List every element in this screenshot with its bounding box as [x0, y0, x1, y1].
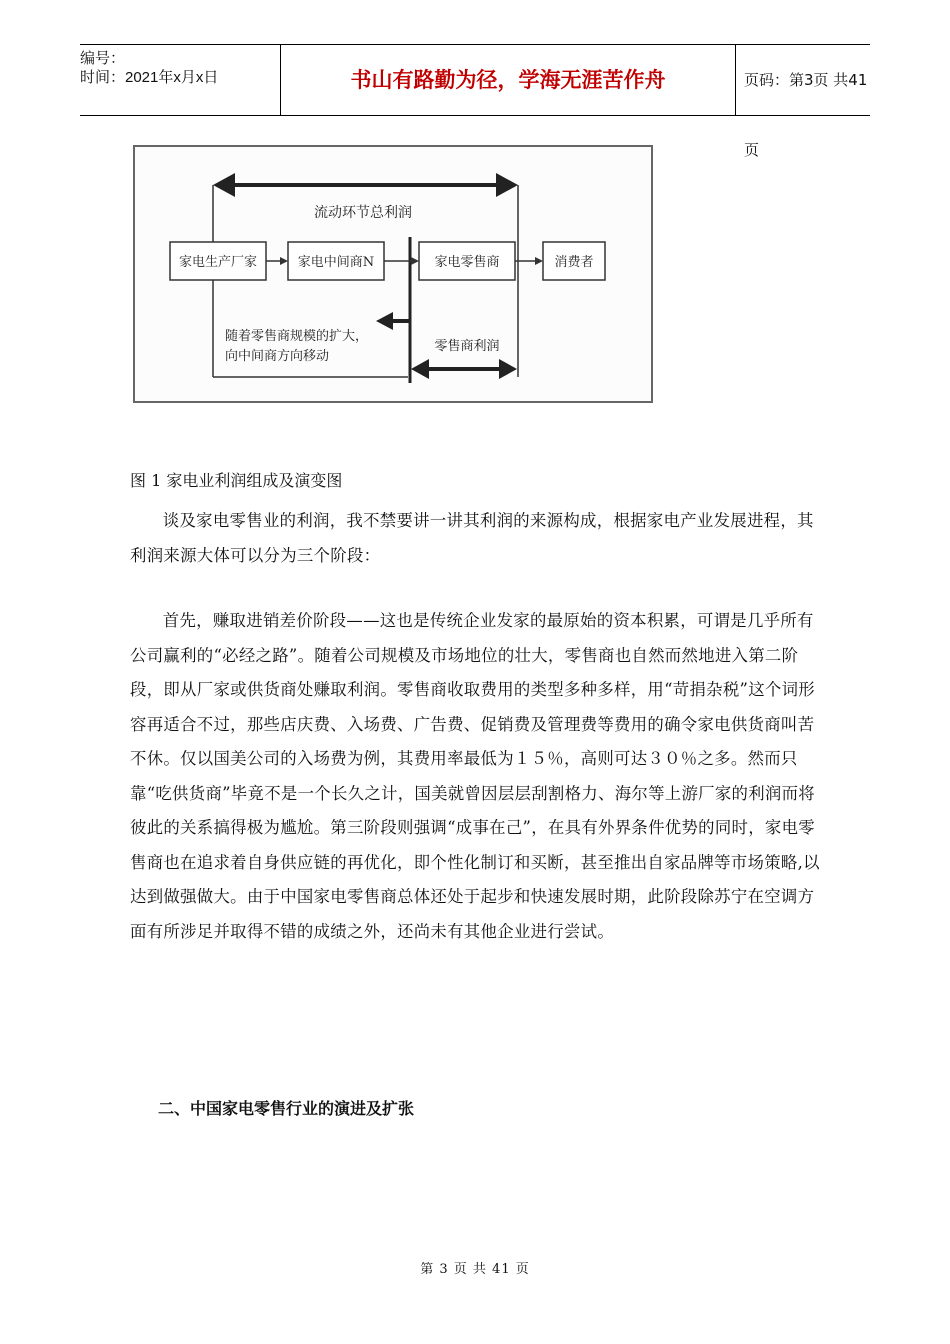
profit-diagram — [133, 145, 653, 403]
note-line-2: 向中间商方向移动 — [225, 349, 330, 364]
box-retailer-label: 家电零售商 — [434, 255, 500, 270]
code-label: 编号： — [80, 50, 126, 67]
time-label: 时间：2021年x月x日 — [80, 69, 219, 86]
box-manufacturer-label: 家电生产厂家 — [178, 255, 258, 270]
figure-caption: 图 1 家电业利润组成及演变图 — [130, 471, 343, 490]
box-consumer-label: 消费者 — [554, 255, 594, 270]
header-meta — [80, 45, 280, 119]
header-motto: 书山有路勤为径，学海无涯苦作舟 — [280, 45, 736, 115]
note-line-1: 随着零售商规模的扩大， — [225, 329, 369, 344]
page-header — [80, 44, 870, 159]
paragraph-stages: 首先，赚取进销差价阶段——这也是传统企业发家的最原始的资本积累，可谓是几乎所有公司赢利的“必经之路”。随着公司规模及市场地位的壮大，零售商也自然而然地进入第二阶段，即从厂家或供货商处赚取利润。零售商收取费用的类型多种多样，用“苛捐杂税”这个词形容再适合不过，那些店庆费、入场费、广告费、促销费及管理费等费用的确令家电供货商叫苦不休。仅以国美公司的入场费为例，其费用率最低为１５％，高则可达３０％之多。然而只靠“吃供货商”毕竟不是一个长久之计，国美就曾因层层刮割格力、海尔等上游厂家的利润而将彼此的关系搞得极为尴尬。第三阶段则强调“成事在己”，在具有外界条件优势的同时，家电零售商也在追求着自身供应链的再优化，即个性化制订和买断，甚至推出自家品牌等市场策略,以达到做强做大。由于中国家电零售商总体还处于起步和快速发展时期，此阶段除苏宁在空调方面有所涉足并取得不错的成绩之外，还尚未有其他企业进行尝试。 — [130, 611, 820, 941]
box-middleman-label: 家电中间商N — [297, 255, 375, 270]
header-page-info: 页码：第3页 共41页 — [744, 71, 868, 159]
top-label: 流动环节总利润 — [314, 205, 412, 221]
retail-profit-label: 零售商利润 — [434, 339, 500, 354]
profit-diagram-svg — [133, 145, 653, 403]
paragraph-intro: 谈及家电零售业的利润，我不禁要讲一讲其利润的来源构成，根据家电产业发展进程，其利润来源大体可以分为三个阶段： — [130, 511, 814, 565]
section-heading: 二、中国家电零售行业的演进及扩张 — [158, 1099, 415, 1118]
page-footer: 第 3 页 共 41 页 — [420, 1262, 530, 1277]
